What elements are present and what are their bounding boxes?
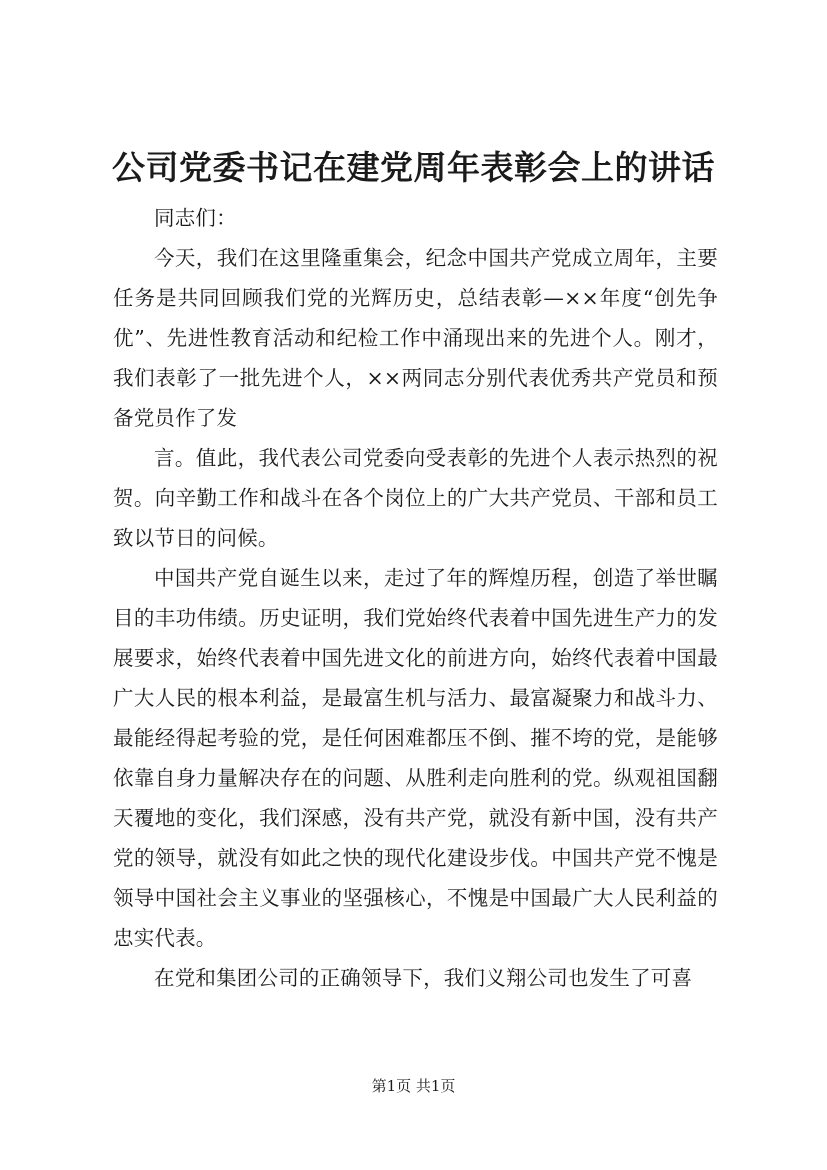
- page-footer: 第1页 共1页: [371, 1077, 456, 1095]
- document-title: 公司党委书记在建党周年表彰会上的讲话: [112, 148, 715, 187]
- paragraph-1: 今天，我们在这里隆重集会，纪念中国共产党成立周年，主要任务是共同回顾我们党的光辉历史，总结表彰—××年度“创先争优”、先进性教育活动和纪检工作中涌现出来的先进个人。刚才，我们表彰了一批先进个人，××两同志分别代表优秀共产党员和预备党员作了发: [113, 246, 718, 430]
- paragraph-4: 在党和集团公司的正确领导下，我们义翔公司也发生了可喜: [154, 966, 693, 990]
- paragraph-salutation: 同志们：: [154, 206, 237, 230]
- document-body: [113, 198, 718, 998]
- paragraph-2: 言。值此，我代表公司党委向受表彰的先进个人表示热烈的祝贺。向辛勤工作和战斗在各个岗位上的广大共产党员、干部和员工致以节日的问候。: [113, 446, 718, 550]
- paragraph-3: 中国共产党自诞生以来，走过了年的辉煌历程，创造了举世瞩目的丰功伟绩。历史证明，我们党始终代表着中国先进生产力的发展要求，始终代表着中国先进文化的前进方向，始终代表着中国最广大人民的根本利益，是最富生机与活力、最富凝聚力和战斗力、最能经得起考验的党，是任何困难都压不倒、摧不垮的党，是能够依靠自身力量解决存在的问题、从胜利走向胜利的党。纵观祖国翻天覆地的变化，我们深感，没有共产党，就没有新中国，没有共产党的领导，就没有如此之快的现代化建设步伐。中国共产党不愧是领导中国社会主义事业的坚强核心，不愧是中国最广大人民利益的忠实代表。: [113, 566, 718, 950]
